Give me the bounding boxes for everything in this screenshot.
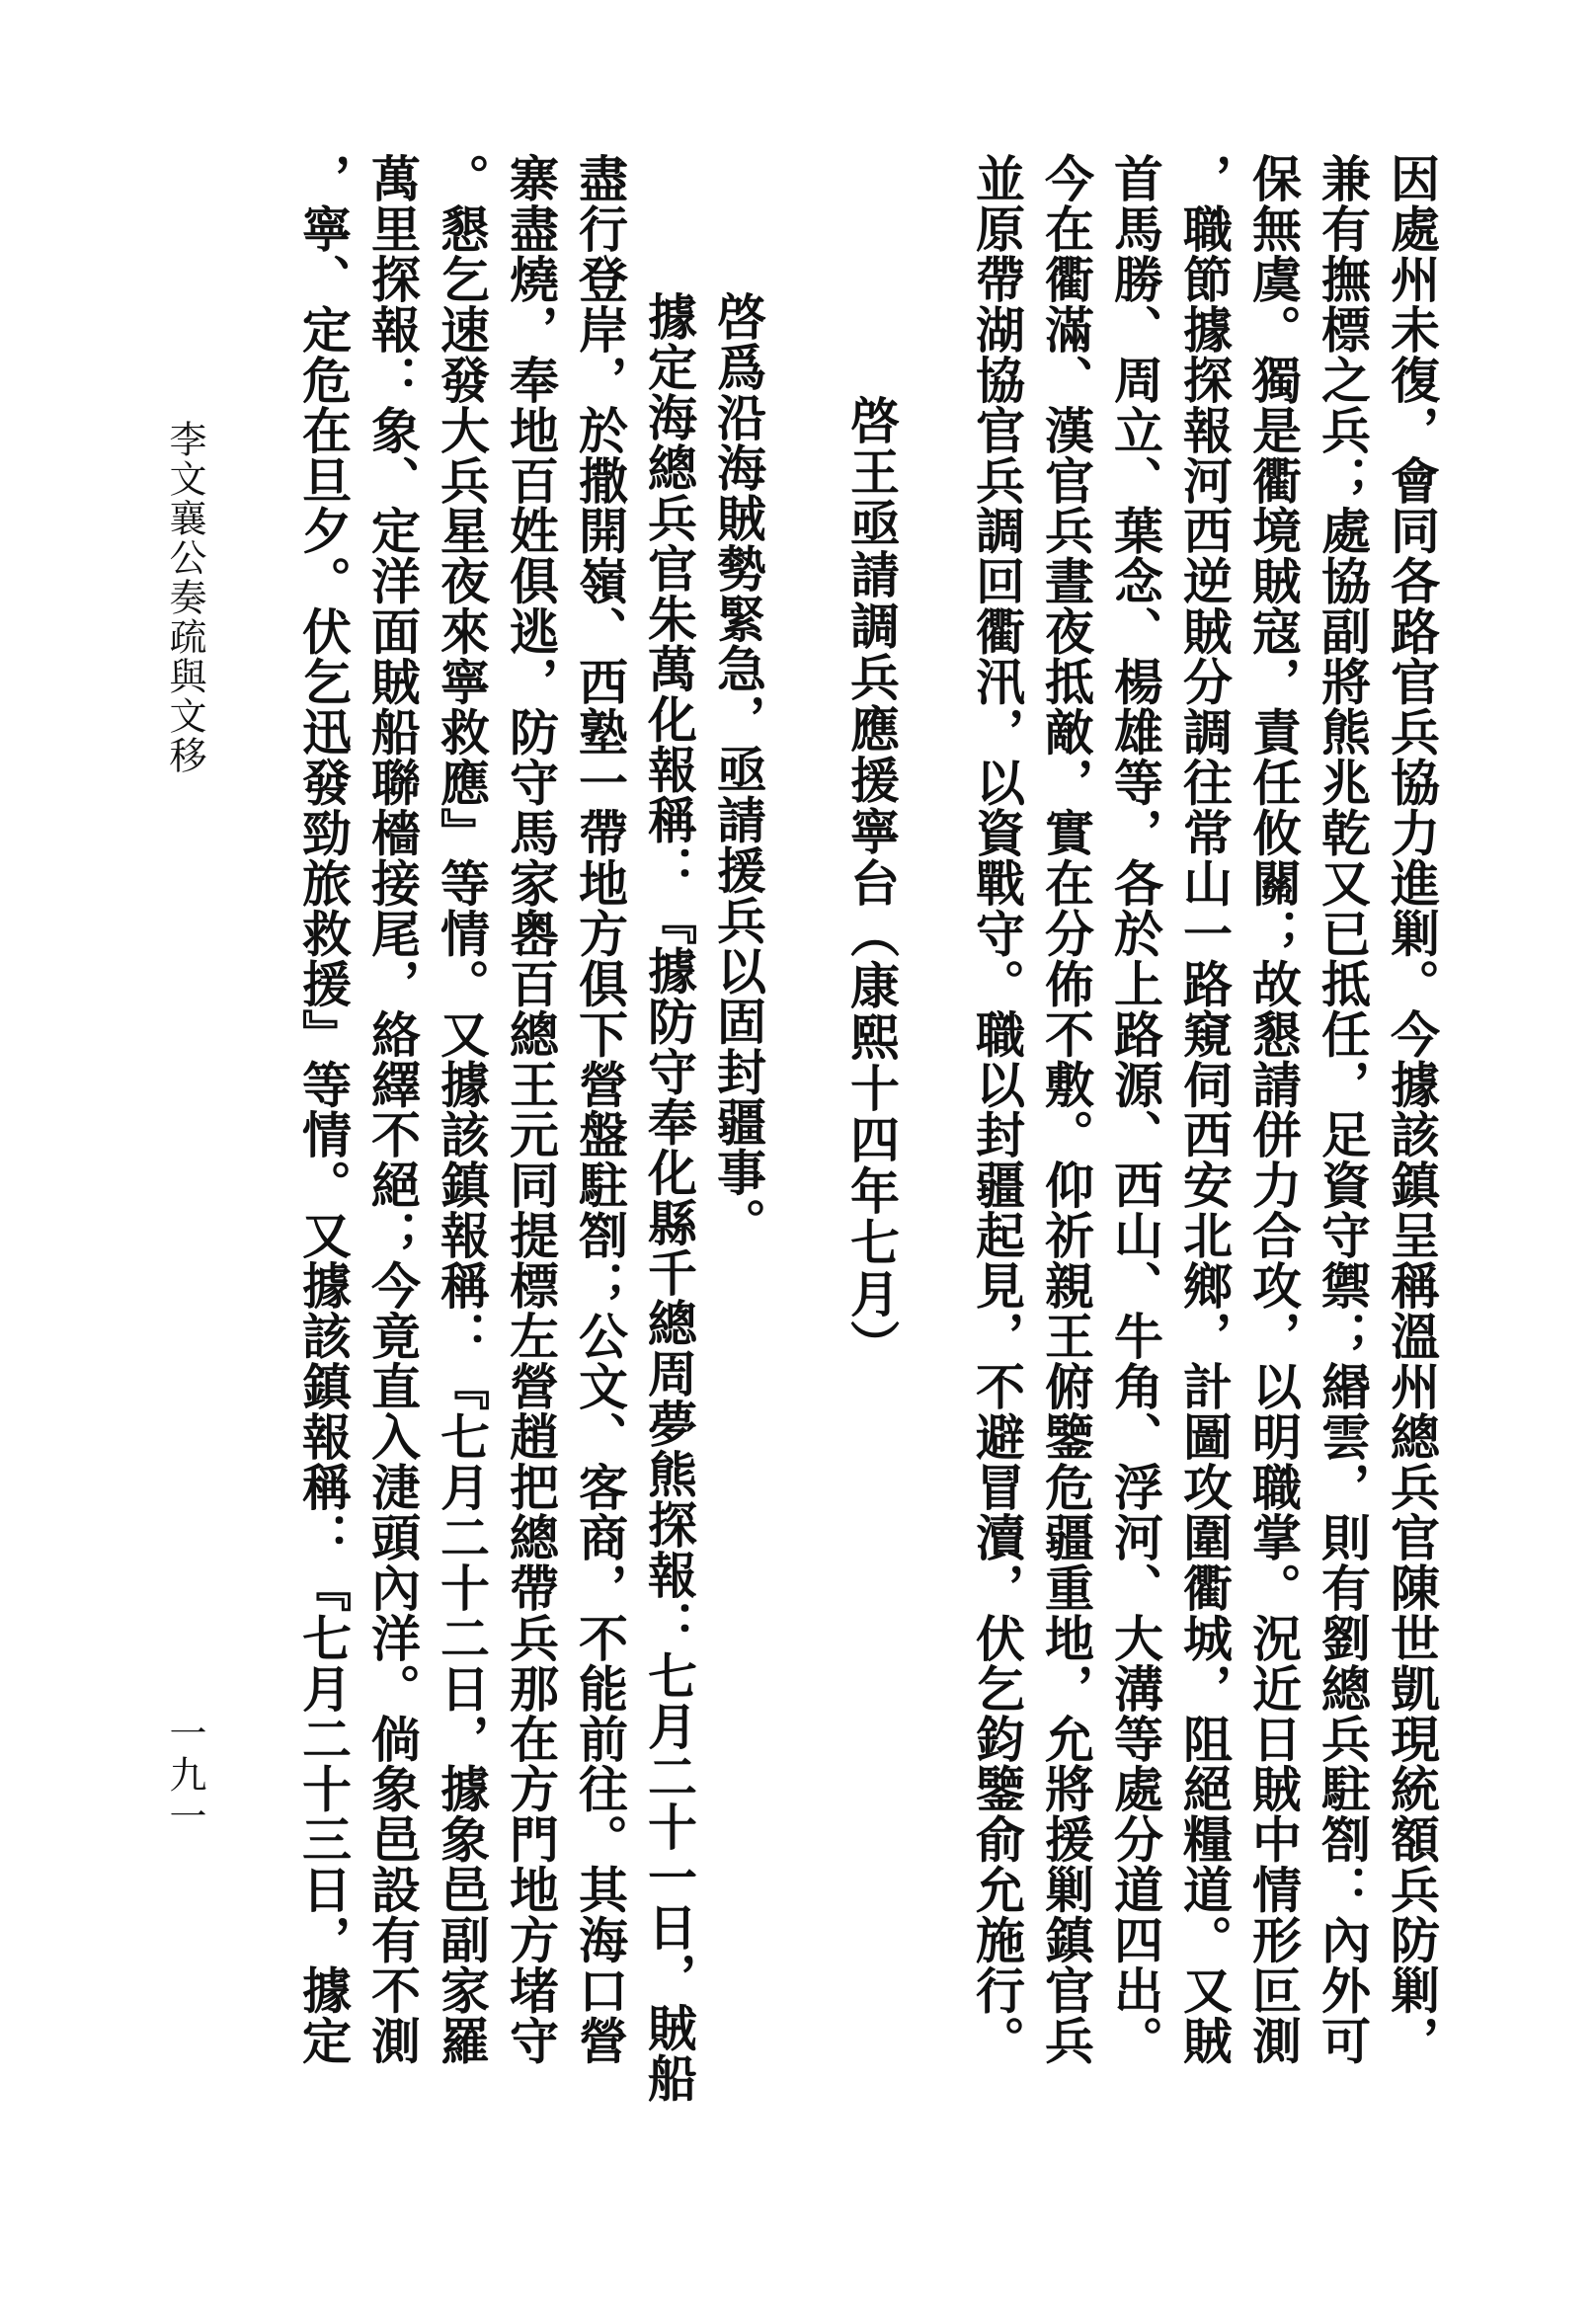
text-column-4: ，職節據探報河西逆賊分調往常山一路窺伺西安北鄉，計圖攻圍衢城，阻絕糧道。又賊	[1175, 153, 1234, 2066]
text-column-14: 萬里探報：象、定洋面賊船聯檣接尾，絡繹不絕；今竟直入𣶏頭內洋。倘象邑設有不測	[363, 153, 422, 2066]
page-number: 一九一	[163, 1714, 206, 1838]
text-column-5: 首馬勝、周立、葉念、楊雄等，各於上路源、西山、牛角、浮河、大溝等處分道四出。	[1106, 153, 1164, 2066]
text-column-9: 啓爲沿海賊勢緊急，亟請援兵以固封疆事。	[709, 291, 767, 1248]
text-column-15: ，寧、定危在旦夕。伏乞迅發勁旅救援』等情。又據該鎮報稱：『七月二十三日，據定	[294, 153, 353, 2066]
text-column-12: 寨盡燒，奉地百姓俱逃，防守馬家嶴百總王元同提標左營趙把總帶兵那在方門地方堵守	[502, 153, 560, 2066]
running-title: 李文襄公奏疏與文移	[163, 420, 206, 775]
text-column-3: 保無虞。獨是衢境賊寇，責任攸關；故懇請併力合攻，以明職掌。況近日賊中情形叵測	[1244, 153, 1303, 2066]
text-column-2: 兼有撫標之兵；處協副將熊兆乾又已抵任，足資守禦；緡雲，則有劉總兵駐劄：內外可	[1314, 153, 1372, 2066]
text-column-6: 今在衢滿、漢官兵晝夜抵敵，實在分佈不敷。仰祈親王俯鑒危疆重地，允將援剿鎮官兵	[1037, 153, 1095, 2066]
text-column-1: 因處州未復，會同各路官兵協力進剿。今據該鎮呈稱溫州總兵官陳世凱現統額兵防剿，	[1383, 153, 1441, 2066]
text-column-7: 並原帶湖協官兵調回衢汛，以資戰守。職以封疆起見，不避冒瀆，伏乞鈞鑒俞允施行。	[968, 153, 1026, 2066]
text-column-11: 盡行登岸，於撒開嶺、西塾一帶地方俱下營盤駐劄；公文、客商，不能前往。其海口營	[571, 153, 629, 2066]
text-column-13: 。懇乞速發大兵星夜來寧救應』等情。又據該鎮報稱：『七月二十二日，據象邑副家羅	[433, 153, 491, 2066]
section-title: 啓王亟請調兵應援寧台（康熙十四年七月）	[842, 395, 901, 1371]
text-column-10: 據定海總兵官朱萬化報稱：『據防守奉化縣千總周夢熊探報：七月二十一日，賊船	[640, 291, 698, 2104]
